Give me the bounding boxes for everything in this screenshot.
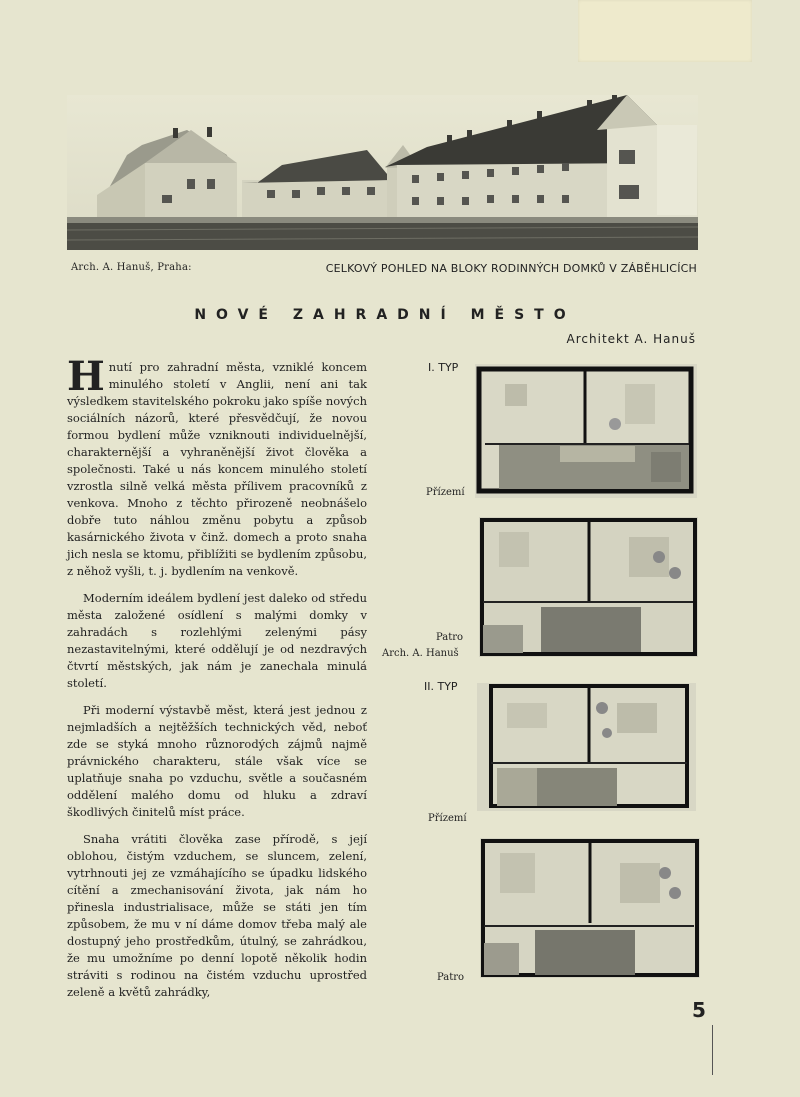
article-title: NOVÉ ZAHRADNÍ MĚSTO	[194, 307, 576, 323]
photo-caption: CELKOVÝ POHLED NA BLOKY RODINNÝCH DOMKŮ V ZÁBĚHLICÍCH	[325, 262, 697, 275]
floor-plan-type1-upper	[479, 517, 698, 657]
type-1-label: I. TYP	[428, 361, 459, 374]
plan-2-ground-label: Přízemí	[428, 813, 467, 824]
article-author: Architekt A. Hanuš	[566, 332, 696, 346]
photo-caption-credit: Arch. A. Hanuš, Praha:	[71, 262, 192, 273]
margin-mark	[712, 1025, 713, 1075]
floor-plan-type2-ground	[477, 683, 696, 811]
paragraph-2: Moderním ideálem bydlení jest daleko od středu města založené osídlení s malými domky v zahradách s rozlehlými zelenými pásy nezastavitelnými, které oddělují je od nezdravých čtvrtí městských, jak nám je zanechala minulá století.	[67, 591, 367, 690]
paragraph-1-text: nutí pro zahradní města, vzniklé koncem minulého století v Anglii, není ani tak výsledkem stavitelského pokroku jako spíše nových sociálních názorů, které přesvědčují, že novou formou bydlení může vzniknouti individuelnější, charakternější a vyhraněnější život člověka a společnosti. Také u nás koncem minulého století vzrostla silně velká města přílivem pracovníků z venkova. Mnoho z těchto přirozeně neobnášelo dobře tuto náhlou změnu pobytu a způsob kasárnického života v činž. domech a proto snaha jich nesla se ktomu, přiblížiti se bydlením způsobu, z něhož vyšli, t. j. bydlením na venkově.	[67, 360, 367, 578]
plan-credit: Arch. A. Hanuš	[382, 648, 459, 659]
plan-1-floor-label: Patro	[436, 632, 464, 643]
paragraph-1	[67, 353, 367, 580]
housing-photo	[67, 95, 698, 250]
article-body	[67, 353, 367, 1011]
floor-plan-type1-ground	[475, 364, 697, 498]
paragraph-3: Při moderní výstavbě měst, která jest jednou z nejmladších a nejtěžších technických věd, neboť zde se styká mnoho různorodých zájmů najmě právnického charakteru, stále však více se uplatňuje snaha po vzduchu, světle a současném oddělení malého domu od hluku a zdraví škodlivých činitelů míst práce.	[67, 703, 367, 819]
floor-plan-type2-upper	[480, 838, 700, 978]
plan-2-floor-label: Patro	[437, 972, 465, 983]
page-number: 5	[692, 998, 706, 1022]
paragraph-4: Snaha vrátiti člověka zase přírodě, s její oblohou, čistým vzduchem, se sluncem, zelení, vytrhnouti jej ze vzmáhajícího se úpadku lidského cítění a zmechanisování života, jak nám ho přinesla industrialisace, může se státi jen tím způsobem, že mu v ní dáme domov třeba malý ale dostupný jeho prostředkům, útulný, se zahrádkou, že mu umožníme po denní lopotě několik hodin stráviti s rodinou na čistém vzduchu uprostřed zeleně a květů zahrádky,	[67, 832, 367, 999]
plan-1-ground-label: Přízemí	[426, 487, 465, 498]
paper-tape	[578, 0, 752, 62]
drop-cap: H	[67, 353, 105, 400]
type-2-label: II. TYP	[424, 680, 458, 693]
